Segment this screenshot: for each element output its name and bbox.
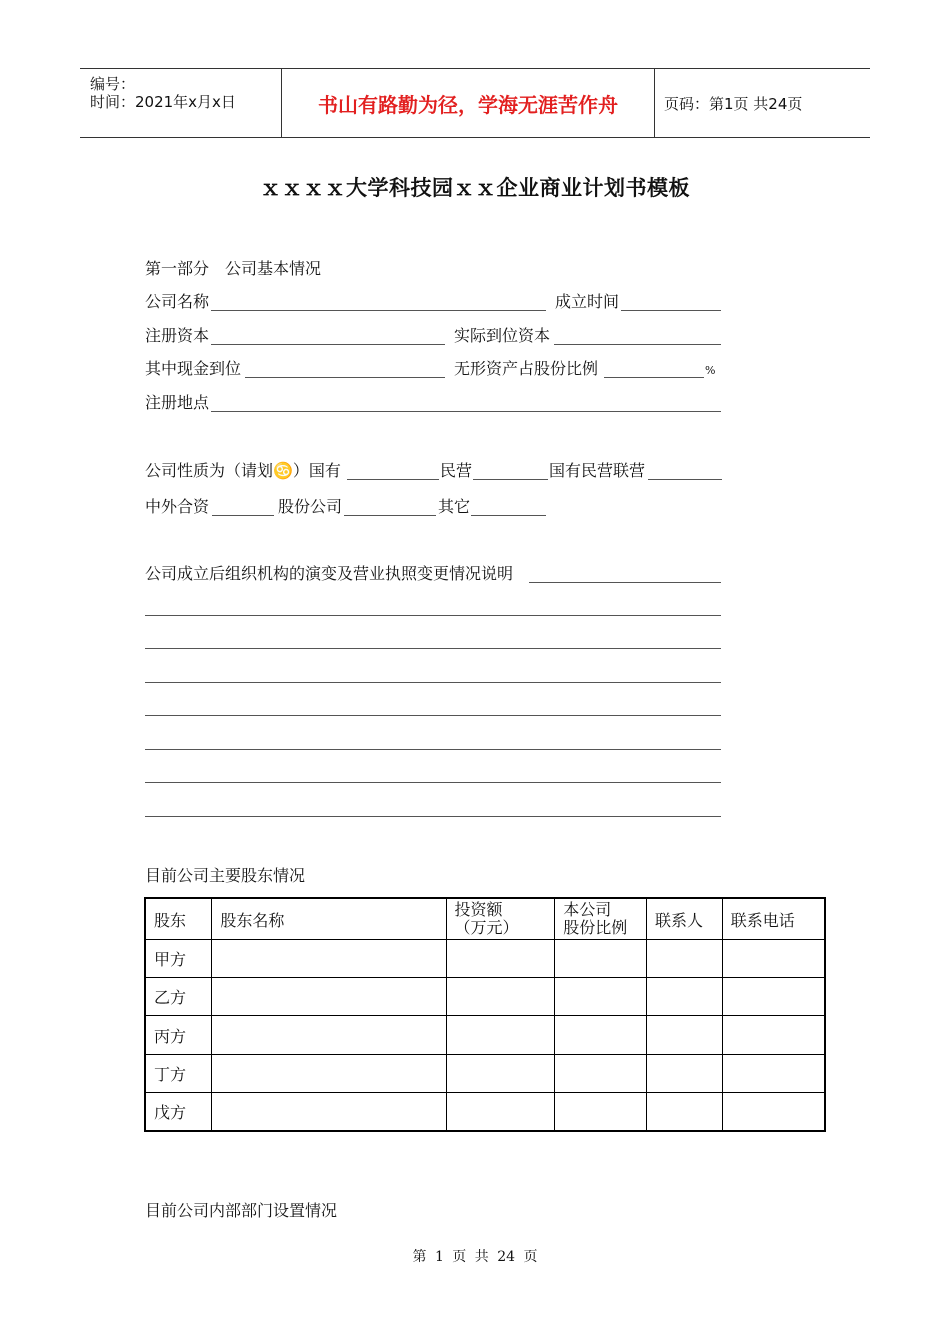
table-cell[interactable] <box>646 978 722 1016</box>
document-title: ｘｘｘｘ大学科技园ｘｘ企业商业计划书模板 <box>260 176 690 200</box>
table-row <box>145 940 825 978</box>
table-cell[interactable] <box>555 1016 647 1054</box>
col-header: 投资额 （万元） <box>446 898 555 940</box>
shareholders-heading: 目前公司主要股东情况 <box>145 866 306 885</box>
company-name-field[interactable] <box>211 310 546 311</box>
page-footer: 第 1 页 共 24 页 <box>412 1249 538 1265</box>
col-header: 联系人 <box>646 898 722 940</box>
writing-line[interactable] <box>145 682 721 683</box>
table-cell[interactable] <box>646 1092 722 1131</box>
row-label: 丙方 <box>145 1016 212 1054</box>
other-label: 其它 <box>438 497 471 516</box>
table-cell[interactable] <box>722 1054 825 1092</box>
cash-label: 其中现金到位 <box>145 359 242 378</box>
writing-line[interactable] <box>145 648 721 649</box>
table-cell[interactable] <box>722 1016 825 1054</box>
table-cell[interactable] <box>212 1016 446 1054</box>
state-owned-field[interactable] <box>347 479 439 480</box>
row-label: 戊方 <box>145 1092 212 1131</box>
table-row <box>145 1016 825 1054</box>
col-header: 本公司 股份比例 <box>555 898 647 940</box>
writing-line[interactable] <box>145 749 721 750</box>
departments-heading: 目前公司内部部门设置情况 <box>145 1201 338 1220</box>
percent-sign: % <box>705 364 716 377</box>
table-header-row <box>145 898 825 940</box>
writing-line[interactable] <box>145 715 721 716</box>
table-cell[interactable] <box>646 1054 722 1092</box>
table-cell[interactable] <box>722 978 825 1016</box>
reg-capital-label: 注册资本 <box>145 326 210 345</box>
table-cell[interactable] <box>555 1054 647 1092</box>
row-label: 乙方 <box>145 978 212 1016</box>
intangible-label: 无形资产占股份比例 <box>454 359 599 378</box>
reg-capital-field[interactable] <box>211 344 445 345</box>
joint-stock-label: 股份公司 <box>278 497 343 516</box>
table-row <box>145 1092 825 1131</box>
joint-stock-field[interactable] <box>344 515 436 516</box>
writing-line[interactable] <box>145 782 721 783</box>
nature-label: 公司性质为（请划♋）国有 <box>145 461 341 480</box>
table-cell[interactable] <box>212 1054 446 1092</box>
mixed-field[interactable] <box>648 479 722 480</box>
table-cell[interactable] <box>446 1054 555 1092</box>
private-field[interactable] <box>473 479 548 480</box>
table-cell[interactable] <box>446 940 555 978</box>
evolution-field[interactable] <box>529 582 721 583</box>
table-cell[interactable] <box>446 1016 555 1054</box>
table-row <box>145 1054 825 1092</box>
other-field[interactable] <box>471 515 546 516</box>
table-cell[interactable] <box>646 940 722 978</box>
founded-field[interactable] <box>621 310 721 311</box>
jv-field[interactable] <box>212 515 274 516</box>
table-cell[interactable] <box>446 1092 555 1131</box>
address-label: 注册地点 <box>145 393 210 412</box>
paid-capital-field[interactable] <box>554 344 721 345</box>
mixed-label: 国有民营联营 <box>549 461 646 480</box>
document-header <box>80 68 870 138</box>
company-name-label: 公司名称 <box>145 292 210 311</box>
table-cell[interactable] <box>646 1016 722 1054</box>
row-label: 甲方 <box>145 940 212 978</box>
table-cell[interactable] <box>212 1092 446 1131</box>
col-header: 股东 <box>145 898 212 940</box>
evolution-label: 公司成立后组织机构的演变及营业执照变更情况说明 <box>145 564 514 583</box>
serial-label: 编号： <box>90 75 136 93</box>
col-header: 股东名称 <box>212 898 446 940</box>
table-cell[interactable] <box>555 1092 647 1131</box>
time-line: 时间：2021年x月x日 <box>90 93 236 111</box>
founded-label: 成立时间 <box>555 292 620 311</box>
address-field[interactable] <box>211 411 721 412</box>
table-cell[interactable] <box>446 978 555 1016</box>
table-cell[interactable] <box>212 978 446 1016</box>
table-cell[interactable] <box>212 940 446 978</box>
col-header: 联系电话 <box>722 898 825 940</box>
shareholders-table <box>144 897 826 1132</box>
jv-label: 中外合资 <box>145 497 210 516</box>
writing-line[interactable] <box>145 615 721 616</box>
header-meta <box>80 69 281 137</box>
private-label: 民营 <box>440 461 473 480</box>
table-cell[interactable] <box>722 1092 825 1131</box>
row-label: 丁方 <box>145 1054 212 1092</box>
table-row <box>145 978 825 1016</box>
header-page-info: 页码：第1页 共24页 <box>664 94 803 113</box>
table-cell[interactable] <box>722 940 825 978</box>
table-cell[interactable] <box>555 978 647 1016</box>
part1-heading: 第一部分 公司基本情况 <box>145 259 322 278</box>
table-cell[interactable] <box>555 940 647 978</box>
writing-line[interactable] <box>145 816 721 817</box>
cash-field[interactable] <box>245 377 445 378</box>
intangible-field[interactable] <box>604 377 704 378</box>
header-motto: 书山有路勤为径，学海无涯苦作舟 <box>281 69 655 137</box>
paid-capital-label: 实际到位资本 <box>454 326 551 345</box>
